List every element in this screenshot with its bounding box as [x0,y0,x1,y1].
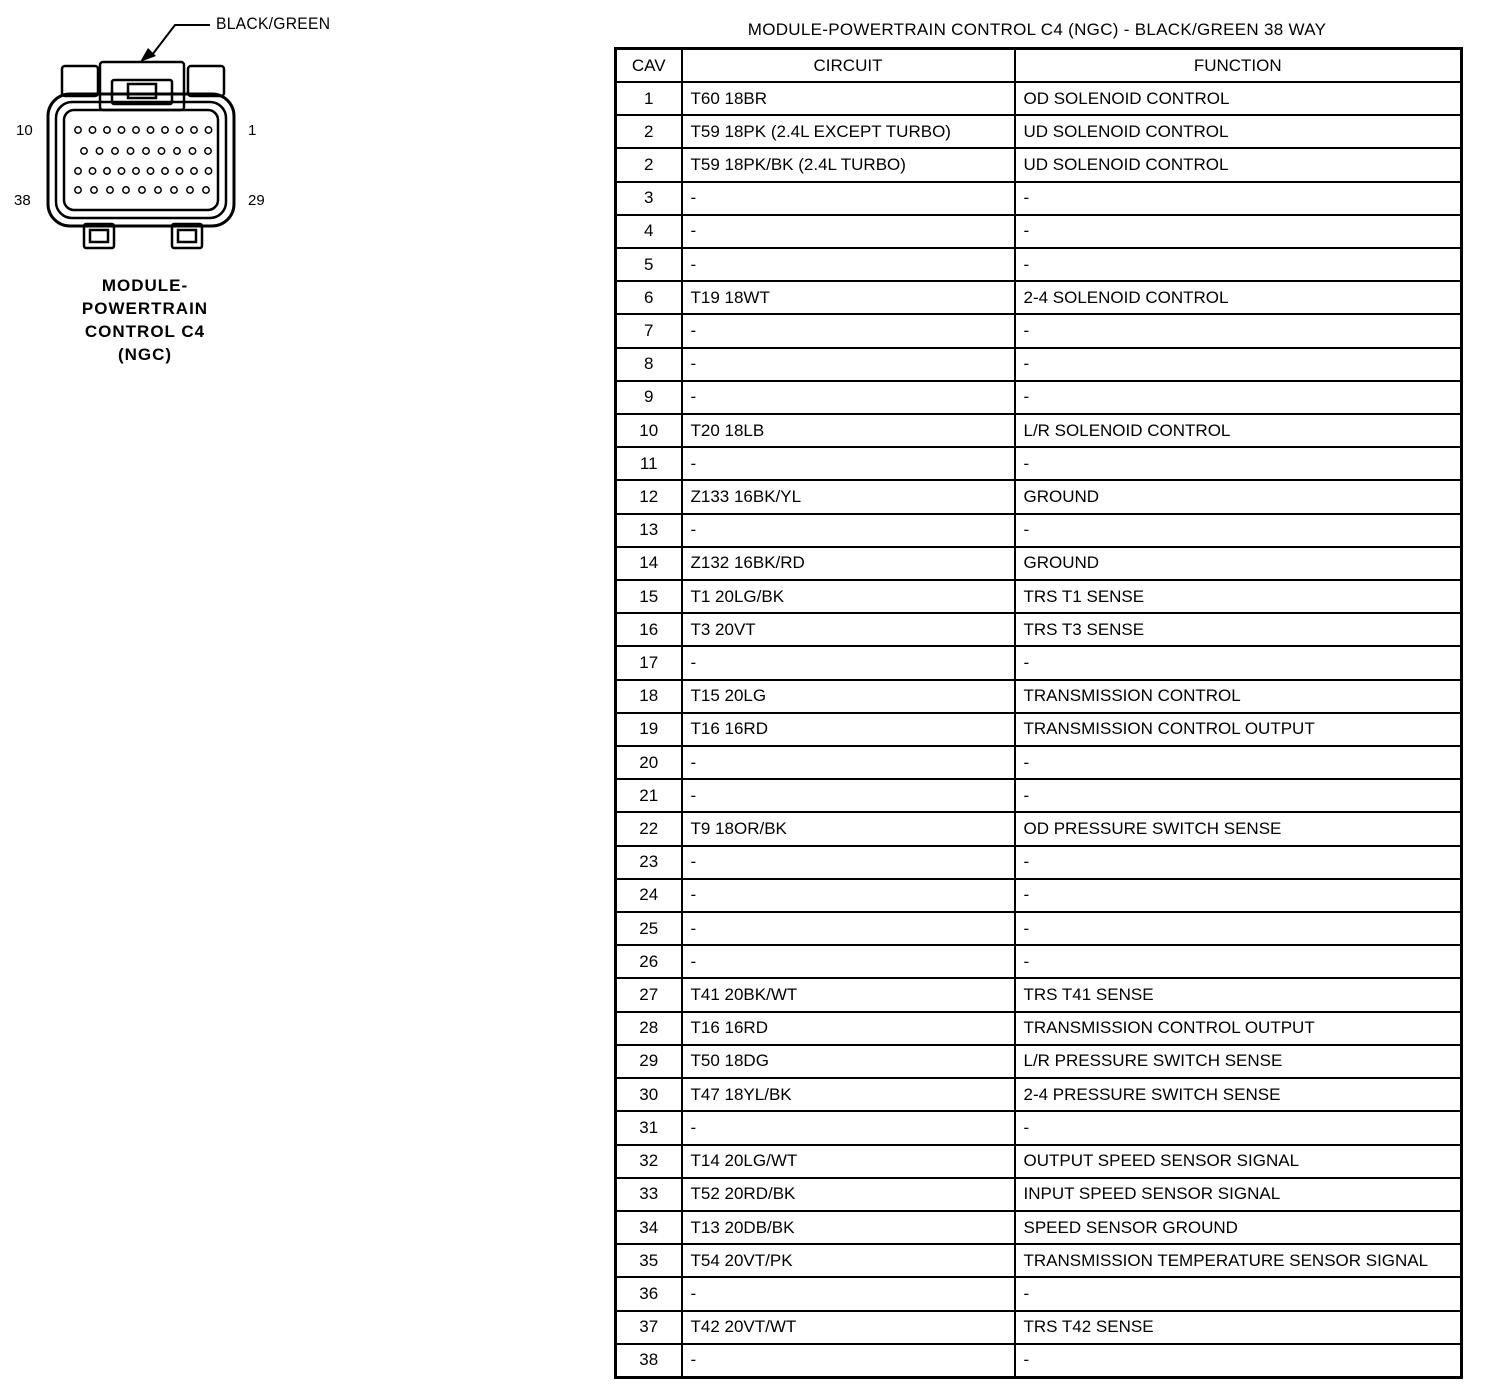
cav-cell: 18 [616,680,682,713]
function-cell: - [1015,646,1462,679]
circuit-cell: - [682,746,1015,779]
table-row [616,115,1462,148]
pin-hole [75,187,81,193]
pin-hole [171,187,177,193]
pin-label-10: 10 [16,122,33,139]
table-row [616,613,1462,646]
function-cell: - [1015,1344,1462,1378]
circuit-cell: T52 20RD/BK [682,1178,1015,1211]
function-cell: - [1015,879,1462,912]
function-cell: - [1015,846,1462,879]
table-row [616,1311,1462,1344]
cav-cell: 10 [616,414,682,447]
cav-cell: 5 [616,248,682,281]
cav-cell: 20 [616,746,682,779]
table-row [616,248,1462,281]
function-cell: - [1015,514,1462,547]
function-cell: TRS T1 SENSE [1015,580,1462,613]
pin-hole [81,148,87,154]
pin-hole [189,148,195,154]
pinout-table [614,47,1463,1379]
table-row [616,812,1462,845]
function-cell: 2-4 PRESSURE SWITCH SENSE [1015,1078,1462,1111]
table-row [616,680,1462,713]
pin-label-38: 38 [14,192,31,209]
circuit-cell: T14 20LG/WT [682,1145,1015,1178]
function-cell: INPUT SPEED SENSOR SIGNAL [1015,1178,1462,1211]
circuit-cell: T42 20VT/WT [682,1311,1015,1344]
function-cell: OD SOLENOID CONTROL [1015,82,1462,115]
function-cell: - [1015,381,1462,414]
cav-cell: 6 [616,281,682,314]
circuit-cell: T47 18YL/BK [682,1078,1015,1111]
function-cell: TRS T42 SENSE [1015,1311,1462,1344]
circuit-cell: T60 18BR [682,82,1015,115]
circuit-cell: T16 16RD [682,713,1015,746]
cav-cell: 2 [616,115,682,148]
function-cell: TRANSMISSION CONTROL OUTPUT [1015,1012,1462,1045]
table-row [616,646,1462,679]
pin-hole [127,148,133,154]
circuit-cell: T1 20LG/BK [682,580,1015,613]
table-row [616,746,1462,779]
table-row [616,1045,1462,1078]
cav-cell: 13 [616,514,682,547]
pin-hole [174,148,180,154]
table-row [616,978,1462,1011]
circuit-cell: T19 18WT [682,281,1015,314]
leader-arrow-head [140,48,156,62]
cav-cell: 16 [616,613,682,646]
function-cell: OD PRESSURE SWITCH SENSE [1015,812,1462,845]
function-cell: L/R SOLENOID CONTROL [1015,414,1462,447]
circuit-cell: - [682,846,1015,879]
cav-cell: 15 [616,580,682,613]
pin-hole [155,187,161,193]
function-cell: GROUND [1015,547,1462,580]
table-row [616,281,1462,314]
pin-hole [123,187,129,193]
cav-cell: 1 [616,82,682,115]
circuit-cell: - [682,945,1015,978]
table-header-row [616,49,1462,83]
function-cell: - [1015,215,1462,248]
function-cell: TRANSMISSION CONTROL OUTPUT [1015,713,1462,746]
cav-cell: 14 [616,547,682,580]
circuit-cell: - [682,381,1015,414]
circuit-cell: - [682,314,1015,347]
cav-cell: 33 [616,1178,682,1211]
circuit-cell: T54 20VT/PK [682,1244,1015,1277]
pin-hole [133,127,139,133]
table-row [616,414,1462,447]
header-circuit: CIRCUIT [682,49,1015,83]
circuit-cell: T50 18DG [682,1045,1015,1078]
pin-label-29: 29 [248,192,265,209]
table-row [616,381,1462,414]
pin-hole [112,148,118,154]
function-cell: - [1015,746,1462,779]
pin-hole [162,127,168,133]
circuit-cell: T41 20BK/WT [682,978,1015,1011]
circuit-cell: - [682,215,1015,248]
pin-hole [107,187,113,193]
table-row [616,82,1462,115]
pin-hole [191,168,197,174]
function-cell: TRANSMISSION CONTROL [1015,680,1462,713]
circuit-cell: - [682,646,1015,679]
cav-cell: 29 [616,1045,682,1078]
pin-hole [147,168,153,174]
pin-hole [205,127,211,133]
function-cell: L/R PRESSURE SWITCH SENSE [1015,1045,1462,1078]
pin-hole [75,127,81,133]
table-row [616,1145,1462,1178]
circuit-cell: - [682,248,1015,281]
circuit-cell: - [682,447,1015,480]
table-row [616,148,1462,181]
table-row [616,580,1462,613]
table-row [616,514,1462,547]
cav-cell: 27 [616,978,682,1011]
pin-hole [203,187,209,193]
pin-label-1: 1 [248,122,257,139]
circuit-cell: - [682,1344,1015,1378]
pin-hole [133,168,139,174]
circuit-cell: - [682,514,1015,547]
circuit-cell: T59 18PK/BK (2.4L TURBO) [682,148,1015,181]
table-row [616,547,1462,580]
pin-hole [91,187,97,193]
function-cell: - [1015,447,1462,480]
table-row [616,912,1462,945]
table-row [616,1211,1462,1244]
function-cell: - [1015,348,1462,381]
table-row [616,182,1462,215]
function-cell: - [1015,945,1462,978]
cav-cell: 7 [616,314,682,347]
cav-cell: 23 [616,846,682,879]
function-cell: OUTPUT SPEED SENSOR SIGNAL [1015,1145,1462,1178]
pin-hole [118,168,124,174]
table-row [616,1344,1462,1378]
table-row [616,348,1462,381]
function-cell: - [1015,1111,1462,1144]
table-row [616,1111,1462,1144]
connector-name: MODULE- POWERTRAIN CONTROL C4 (NGC) [81,276,209,364]
table-row [616,314,1462,347]
cav-cell: 12 [616,480,682,513]
pin-hole [104,168,110,174]
pin-hole [139,187,145,193]
table-body [616,82,1462,1378]
circuit-cell: Z132 16BK/RD [682,547,1015,580]
table-row [616,447,1462,480]
table-title: MODULE-POWERTRAIN CONTROL C4 (NGC) - BLACK/GREEN 38 WAY [747,20,1327,39]
connector-outline [48,25,234,248]
circuit-cell: - [682,879,1015,912]
pin-hole [75,168,81,174]
function-cell: UD SOLENOID CONTROL [1015,148,1462,181]
circuit-cell: T3 20VT [682,613,1015,646]
table-row [616,879,1462,912]
table-row [616,713,1462,746]
function-cell: - [1015,1277,1462,1310]
cav-cell: 11 [616,447,682,480]
table-row [616,1078,1462,1111]
circuit-cell: Z133 16BK/YL [682,480,1015,513]
pin-hole [176,168,182,174]
cav-cell: 32 [616,1145,682,1178]
cav-cell: 24 [616,879,682,912]
cav-cell: 34 [616,1211,682,1244]
pin-hole [205,148,211,154]
cav-cell: 28 [616,1012,682,1045]
header-cav: CAV [616,49,682,83]
connector-drawing [0,0,340,270]
function-cell: - [1015,248,1462,281]
function-cell: - [1015,314,1462,347]
cav-cell: 26 [616,945,682,978]
pin-holes [75,127,212,193]
cav-cell: 36 [616,1277,682,1310]
cav-cell: 8 [616,348,682,381]
function-cell: 2-4 SOLENOID CONTROL [1015,281,1462,314]
cav-cell: 9 [616,381,682,414]
function-cell: TRS T41 SENSE [1015,978,1462,1011]
circuit-cell: T20 18LB [682,414,1015,447]
function-cell: - [1015,779,1462,812]
table-row [616,480,1462,513]
pin-hole [205,168,211,174]
circuit-cell: - [682,1111,1015,1144]
pin-hole [147,127,153,133]
circuit-cell: T15 20LG [682,680,1015,713]
pin-hole [191,127,197,133]
function-cell: GROUND [1015,480,1462,513]
circuit-cell: - [682,779,1015,812]
cav-cell: 19 [616,713,682,746]
function-cell: - [1015,182,1462,215]
cav-cell: 30 [616,1078,682,1111]
table-row [616,779,1462,812]
function-cell: TRANSMISSION TEMPERATURE SENSOR SIGNAL [1015,1244,1462,1277]
cav-cell: 38 [616,1344,682,1378]
circuit-cell: T16 16RD [682,1012,1015,1045]
pin-hole [96,148,102,154]
cav-cell: 22 [616,812,682,845]
circuit-cell: T13 20DB/BK [682,1211,1015,1244]
cav-cell: 35 [616,1244,682,1277]
wire-color-label: BLACK/GREEN [216,14,331,33]
table-row [616,1244,1462,1277]
circuit-cell: - [682,182,1015,215]
cav-cell: 2 [616,148,682,181]
table-row [616,1277,1462,1310]
pin-hole [158,148,164,154]
function-cell: SPEED SENSOR GROUND [1015,1211,1462,1244]
pin-hole [104,127,110,133]
cav-cell: 3 [616,182,682,215]
table-row [616,945,1462,978]
cav-cell: 21 [616,779,682,812]
cav-cell: 37 [616,1311,682,1344]
circuit-cell: T9 18OR/BK [682,812,1015,845]
pin-hole [162,168,168,174]
pin-hole [89,127,95,133]
cav-cell: 4 [616,215,682,248]
cav-cell: 17 [616,646,682,679]
cav-cell: 31 [616,1111,682,1144]
pin-hole [187,187,193,193]
function-cell: TRS T3 SENSE [1015,613,1462,646]
circuit-cell: - [682,912,1015,945]
table-row [616,1012,1462,1045]
function-cell: UD SOLENOID CONTROL [1015,115,1462,148]
pin-hole [143,148,149,154]
header-function: FUNCTION [1015,49,1462,83]
cav-cell: 25 [616,912,682,945]
function-cell: - [1015,912,1462,945]
table-row [616,1178,1462,1211]
circuit-cell: - [682,1277,1015,1310]
table-row [616,215,1462,248]
circuit-cell: - [682,348,1015,381]
pin-hole [118,127,124,133]
pin-hole [176,127,182,133]
circuit-cell: T59 18PK (2.4L EXCEPT TURBO) [682,115,1015,148]
table-row [616,846,1462,879]
pin-hole [89,168,95,174]
